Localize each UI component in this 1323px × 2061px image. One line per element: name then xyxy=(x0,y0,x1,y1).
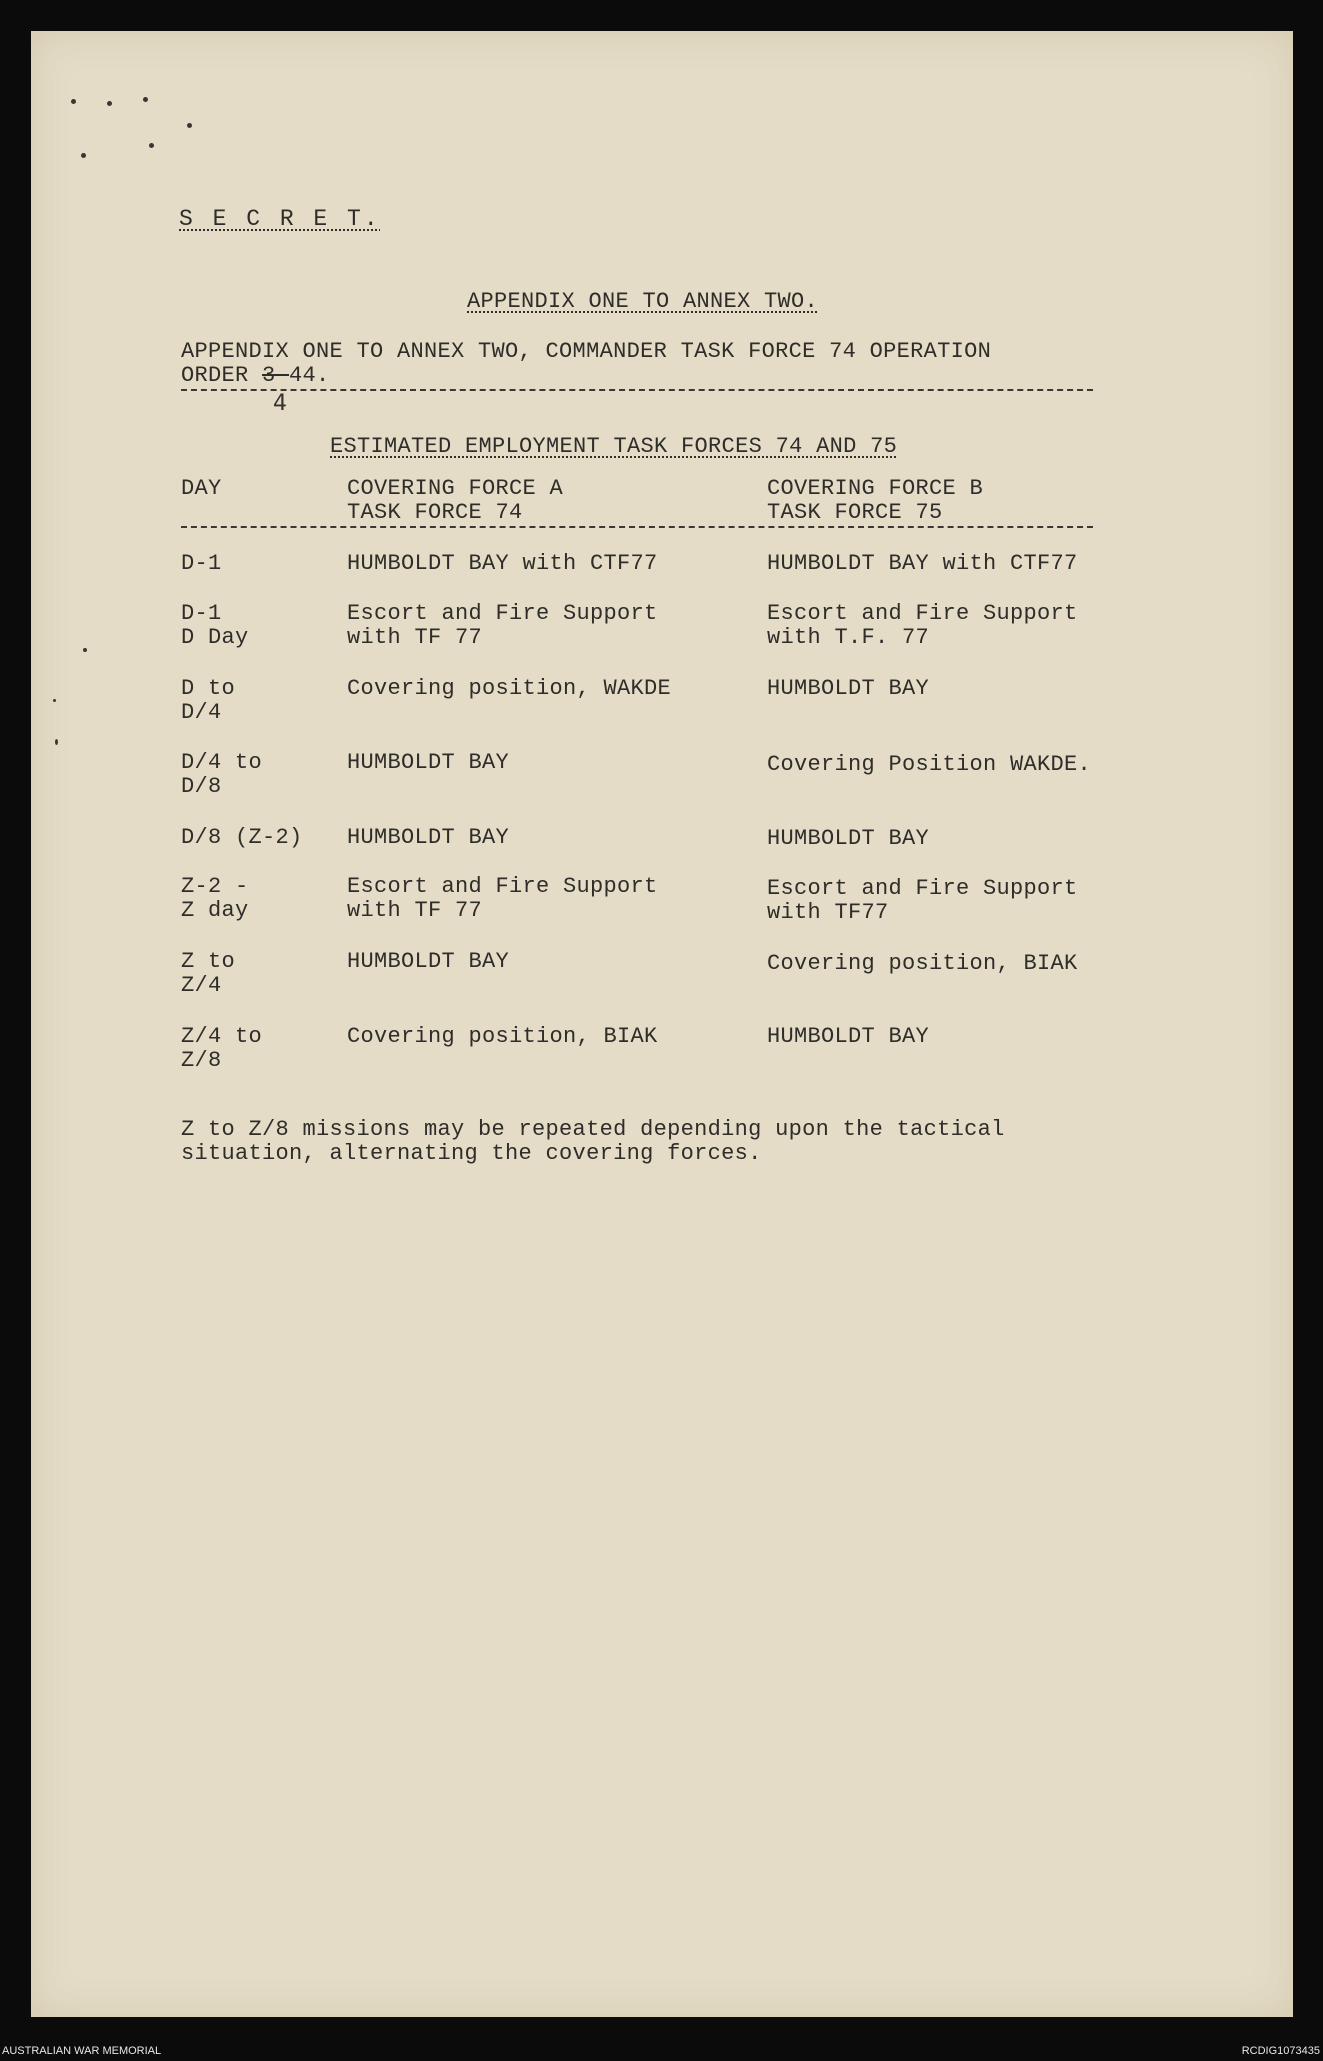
row-force-a: HUMBOLDT BAY xyxy=(347,825,510,850)
punch-mark xyxy=(107,101,112,106)
stray-mark xyxy=(53,699,56,702)
punch-mark xyxy=(149,143,154,148)
row-force-a: Covering position, BIAK xyxy=(347,1024,658,1049)
column-header-force-b-line1: COVERING FORCE B xyxy=(767,476,984,501)
row-force-a: Covering position, WAKDE xyxy=(347,676,672,701)
row-force-a: Escort and Fire Support with TF 77 xyxy=(347,601,658,650)
row-force-b: Escort and Fire Support with T.F. 77 xyxy=(767,601,1078,650)
header-rule xyxy=(181,526,1093,528)
row-force-a: HUMBOLDT BAY xyxy=(347,949,510,974)
appendix-heading: APPENDIX ONE TO ANNEX TWO. xyxy=(467,289,819,314)
intro-rule xyxy=(181,389,1093,391)
row-force-b: Covering position, BIAK xyxy=(767,951,1078,976)
order-suffix: 44. xyxy=(289,363,330,388)
row-force-b: HUMBOLDT BAY xyxy=(767,1024,930,1049)
punch-mark xyxy=(81,153,86,158)
stray-mark xyxy=(83,648,87,652)
row-day: D-1 D Day xyxy=(181,601,249,650)
punch-mark xyxy=(71,99,76,104)
row-day: Z to Z/4 xyxy=(181,949,236,998)
row-force-b: HUMBOLDT BAY xyxy=(767,676,930,701)
handwritten-correction: 4 xyxy=(273,391,287,416)
order-struck-number: 3- xyxy=(262,363,290,388)
footer-archive-name: AUSTRALIAN WAR MEMORIAL xyxy=(2,2045,162,2057)
row-force-a: Escort and Fire Support with TF 77 xyxy=(347,874,658,923)
row-force-b: Escort and Fire Support with TF77 xyxy=(767,876,1078,925)
intro-line-1: APPENDIX ONE TO ANNEX TWO, COMMANDER TASK FORCE 74 OPERATION xyxy=(181,339,992,364)
row-day: D/4 to D/8 xyxy=(181,750,263,799)
row-day: D/8 (Z-2) xyxy=(181,825,303,850)
table-title: ESTIMATED EMPLOYMENT TASK FORCES 74 AND 75 xyxy=(330,434,898,459)
stray-mark xyxy=(55,739,58,745)
row-day: D to D/4 xyxy=(181,676,236,725)
footer-record-id: RCDIG1073435 xyxy=(1241,2045,1320,2057)
closing-note-line-1: Z to Z/8 missions may be repeated depending upon the tactical xyxy=(181,1117,1005,1142)
intro-line-2 xyxy=(181,364,330,388)
row-force-b: HUMBOLDT BAY with CTF77 xyxy=(767,551,1078,576)
row-day: Z-2 - Z day xyxy=(181,874,249,923)
punch-mark xyxy=(187,123,192,128)
document-page xyxy=(31,31,1293,2017)
closing-note-line-2: situation, alternating the covering forces. xyxy=(181,1141,762,1166)
column-header-force-a-line2: TASK FORCE 74 xyxy=(347,500,523,525)
order-prefix: ORDER xyxy=(181,363,263,388)
row-day: D-1 xyxy=(181,551,222,576)
row-force-b: Covering Position WAKDE. xyxy=(767,752,1092,777)
column-header-force-b-line2: TASK FORCE 75 xyxy=(767,500,943,525)
row-day: Z/4 to Z/8 xyxy=(181,1024,263,1073)
column-header-force-a-line1: COVERING FORCE A xyxy=(347,476,564,501)
row-force-b: HUMBOLDT BAY xyxy=(767,826,930,851)
punch-mark xyxy=(143,97,148,102)
column-header-day: DAY xyxy=(181,476,222,501)
row-force-a: HUMBOLDT BAY with CTF77 xyxy=(347,551,658,576)
row-force-a: HUMBOLDT BAY xyxy=(347,750,510,775)
classification-marking: S E C R E T. xyxy=(179,206,381,232)
